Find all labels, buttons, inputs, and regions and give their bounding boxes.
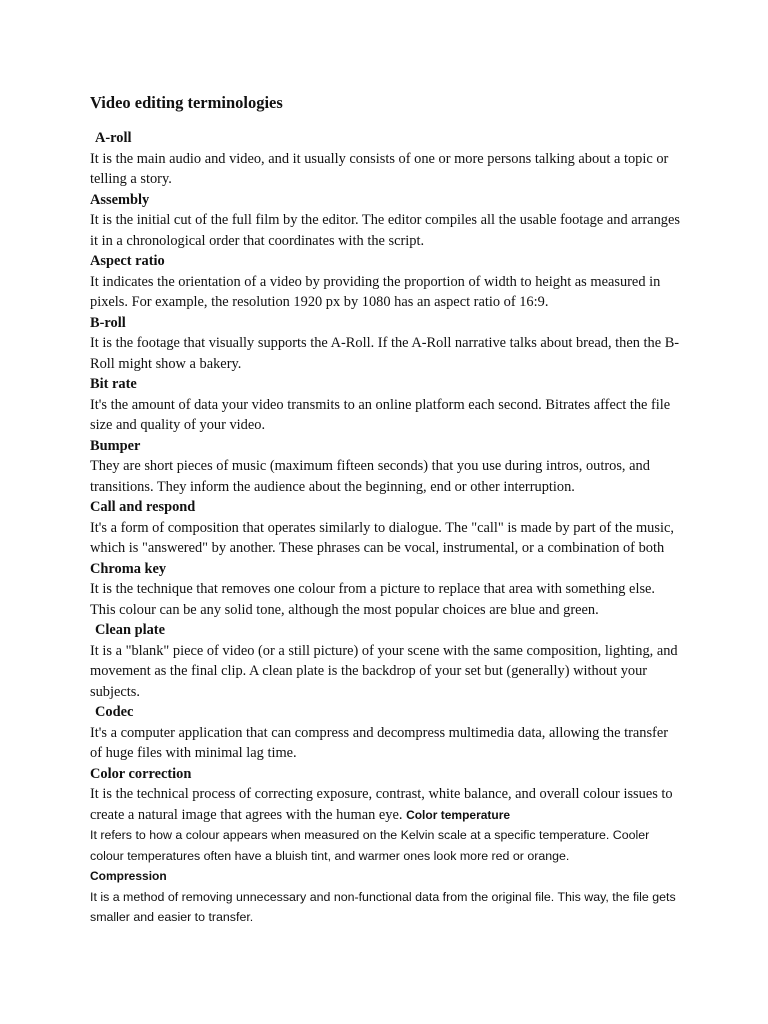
definition-assembly: It is the initial cut of the full film by the editor. The editor compiles all the usable footage and arranges it in a chronological order that coordinates with the script.	[90, 212, 680, 249]
term-compression: Compression	[90, 869, 167, 883]
definition-bit-rate: It's the amount of data your video transmits to an online platform each second. Bitrates affect the file size and quality of your video.	[90, 396, 671, 433]
term-b-roll: B-roll	[90, 314, 126, 331]
definition-b-roll: It is the footage that visually supports the A-Roll. If the A-Roll narrative talks about bread, then the B-Roll might show a bakery.	[90, 335, 680, 372]
term-bit-rate: Bit rate	[90, 376, 137, 392]
definition-aspect-ratio: It indicates the orientation of a video by providing the proportion of width to height as measured in pixels. For example, the resolution 1920 px by 1080 has an aspect ratio of 16:9.	[90, 273, 661, 310]
definition-codec: It's a computer application that can compress and decompress multimedia data, allowing the transfer of huge files with minimal lag time.	[90, 724, 669, 761]
page-title: Video editing terminologies	[90, 93, 283, 112]
term-color-correction: Color correction	[90, 765, 192, 782]
term-codec: Codec	[95, 704, 134, 720]
term-bumper: Bumper	[90, 437, 141, 454]
term-a-roll: A-roll	[95, 130, 132, 146]
term-assembly: Assembly	[90, 191, 150, 208]
term-call-and-respond: Call and respond	[90, 499, 196, 515]
term-clean-plate: Clean plate	[95, 622, 165, 638]
glossary-body	[90, 128, 682, 928]
term-chroma-key: Chroma key	[90, 560, 167, 577]
definition-chroma-key: It is the technique that removes one colour from a picture to replace that area with something else. This colour can be any solid tone, although the most popular choices are blue and green.	[90, 581, 656, 618]
term-color-temperature: Color temperature	[406, 807, 511, 822]
definition-clean-plate: It is a "blank" piece of video (or a still picture) of your scene with the same composition, lighting, and movement as the final clip. A clean plate is the backdrop of your set but (generally) without your subjects.	[90, 642, 678, 700]
definition-compression: It is a method of removing unnecessary and non-functional data from the original file. This way, the file gets smaller and easier to transfer.	[90, 889, 676, 924]
term-aspect-ratio: Aspect ratio	[90, 253, 165, 269]
definition-call-and-respond: It's a form of composition that operates similarly to dialogue. The "call" is made by part of the music, which is "answered" by another. These phrases can be vocal, instrumental, or a combination of both Chroma key	[90, 519, 674, 577]
definition-color-temperature: It refers to how a colour appears when measured on the Kelvin scale at a specific temperature. Cooler colour temperatures often have a bluish tint, and warmer ones look more red or orange.	[90, 828, 650, 863]
definition-a-roll: It is the main audio and video, and it usually consists of one or more persons talking about a topic or telling a story.	[90, 150, 669, 187]
definition-color-correction: It is the technical process of correcting exposure, contrast, white balance, and overall colour issues to create a natural image that agrees with the human eye. Color temperature	[90, 786, 673, 823]
definition-bumper: They are short pieces of music (maximum fifteen seconds) that you use during intros, outros, and transitions. They inform the audience about the beginning, end or other interruption.	[90, 458, 650, 495]
